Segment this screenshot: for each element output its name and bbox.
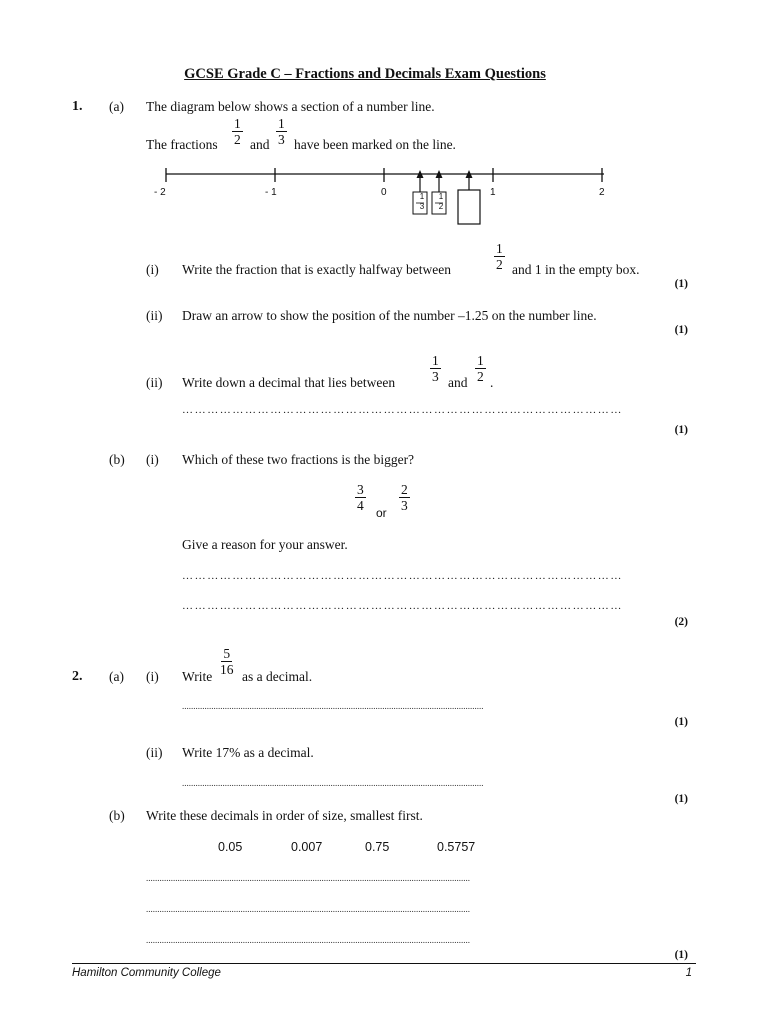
q2-b-answer-line-1[interactable]: ................................................................................................................................................ (146, 873, 470, 883)
tick-label-2: 2 (599, 187, 605, 198)
q2-b-text: Write these decimals in order of size, smallest first. (146, 808, 423, 823)
decimal-3: 0.75 (365, 840, 390, 854)
q1-part-a-label: (a) (109, 99, 124, 114)
tick-label-minus-1: - 1 (265, 187, 277, 198)
q1-b-answer-line-2[interactable]: …………………………………………………………………………………………… (182, 600, 623, 612)
footer-school: Hamilton Community College (72, 967, 221, 979)
q1-a-ii-text: Draw an arrow to show the position of the number –1.25 on the number line. (182, 308, 597, 323)
q2-a-i-label: (i) (146, 669, 159, 684)
q1-b-reason: Give a reason for your answer. (182, 537, 348, 552)
q2-a-ii-text: Write 17% as a decimal. (182, 745, 314, 760)
q2-b-answer-line-3[interactable]: ................................................................................................................................................ (146, 935, 470, 945)
q1-a-i-text-post: and 1 in the empty box. (512, 262, 640, 277)
footer-rule (72, 963, 696, 964)
q1-a-fractions-and: and (250, 137, 270, 152)
q1-a-ii-label: (ii) (146, 308, 163, 323)
q1-a-iii-label: (ii) (146, 375, 163, 390)
q2-part-a-label: (a) (109, 669, 124, 684)
q2-a-i-answer-line[interactable]: ...................................................................................................................................... (182, 701, 484, 711)
q1-b-i-label: (i) (146, 452, 159, 467)
tick-label-1: 1 (490, 187, 496, 198)
q2-a-ii-marks: (1) (674, 793, 688, 805)
page-title: GCSE Grade C – Fractions and Decimals Exam Questions (184, 66, 546, 82)
fraction-one-third-iii: $\frac{1}{3}$ (432, 353, 439, 384)
q1-a-iii-text-and: and (448, 375, 468, 390)
q1-a-iii-text-pre: Write down a decimal that lies between (182, 375, 396, 390)
tick-label-minus-2: - 2 (154, 187, 166, 198)
q2-b-marks: (1) (674, 949, 688, 961)
q1-part-b-label: (b) (109, 452, 125, 467)
q1-a-iii-marks: (1) (674, 424, 688, 436)
q1-b-answer-line-1[interactable]: …………………………………………………………………………………………… (182, 570, 623, 582)
q1-a-i-text-pre: Write the fraction that is exactly halfway between (182, 262, 451, 277)
fraction-two-thirds: $\frac{2}{3}$ (401, 482, 408, 513)
fraction-one-half-i: $\frac{1}{2}$ (496, 241, 503, 272)
q1-a-iii-answer-line[interactable]: …………………………………………………………………………………………… (182, 404, 623, 416)
q1-a-fractions-pre: The fractions (146, 137, 218, 152)
question-2-number: 2. (72, 669, 83, 684)
box-one-third-label: 1 3 (419, 192, 425, 211)
fraction-or: or (376, 506, 387, 520)
q1-a-ii-marks: (1) (674, 324, 688, 336)
q2-a-i-text-post: as a decimal. (242, 669, 313, 684)
decimal-2: 0.007 (291, 840, 323, 854)
q2-b-answer-line-2[interactable]: ................................................................................................................................................ (146, 904, 470, 914)
q2-a-ii-answer-line[interactable]: ...................................................................................................................................... (182, 778, 484, 788)
q1-a-fractions-post: have been marked on the line. (294, 137, 456, 152)
box-one-half-label: 1 2 (438, 192, 444, 211)
empty-answer-box[interactable] (458, 190, 480, 224)
q1-a-iii-text-post: . (490, 375, 494, 390)
tick-label-0: 0 (381, 187, 387, 198)
fraction-one-third: $\frac{1}{3}$ (278, 116, 285, 147)
q2-a-ii-label: (ii) (146, 745, 163, 760)
q1-b-marks: (2) (674, 616, 688, 628)
q1-b-i-text: Which of these two fractions is the bigger? (182, 452, 415, 467)
q1-a-i-marks: (1) (674, 278, 688, 290)
q2-part-b-label: (b) (109, 808, 125, 823)
decimal-4: 0.5757 (437, 840, 476, 854)
q1-a-intro: The diagram below shows a section of a number line. (146, 99, 435, 114)
q1-a-i-label: (i) (146, 262, 159, 277)
question-1-number: 1. (72, 99, 83, 114)
fraction-five-sixteenths: $\frac{5}{16}$ (220, 646, 234, 677)
q2-a-i-marks: (1) (674, 716, 688, 728)
decimal-1: 0.05 (218, 840, 243, 854)
fraction-one-half-iii: $\frac{1}{2}$ (477, 353, 484, 384)
fraction-one-half: $\frac{1}{2}$ (234, 116, 241, 147)
footer-page-number: 1 (685, 967, 692, 979)
fraction-three-quarters: $\frac{3}{4}$ (357, 482, 364, 513)
q2-a-i-text-pre: Write (182, 669, 213, 684)
